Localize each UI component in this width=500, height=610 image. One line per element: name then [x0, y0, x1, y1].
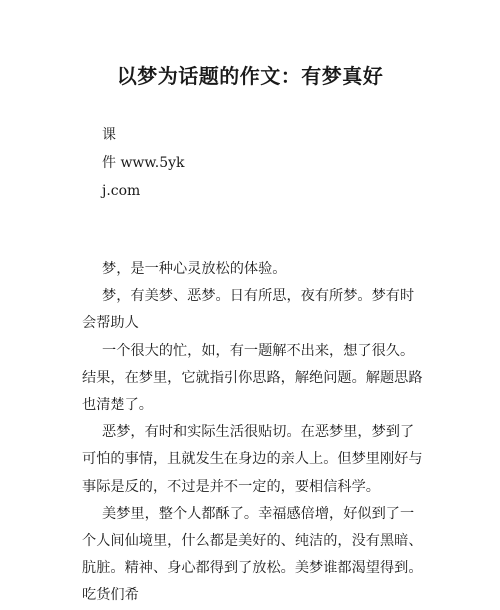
paragraph-3: 一个很大的忙，如，有一题解不出来，想了很久。结果，在梦里，它就指引你思路，解绝问题。解题思路也清楚了。 — [82, 342, 423, 414]
document-title: 以梦为话题的作文：有梦真好 — [116, 64, 384, 88]
source-line-3: j.com — [102, 183, 141, 199]
document-body — [82, 256, 424, 610]
paragraph-2: 梦，有美梦、恶梦。日有所思，夜有所梦。梦有时会帮助人 — [82, 288, 415, 332]
paragraph-5: 美梦里，整个人都酥了。幸福感倍增，好似到了一个人间仙境里，什么都是美好的、纯洁的，没有黑暗、肮脏。精神、身心都得到了放松。美梦谁都渴望得到。吃货们希 — [82, 505, 423, 604]
paragraph-1: 梦，是一种心灵放松的体验。 — [102, 261, 287, 277]
paragraph-4: 恶梦，有时和实际生活很贴切。在恶梦里，梦到了可怕的事情，且就发生在身边的亲人上。但梦里刚好与事际是反的，不过是并不一定的，要相信科学。 — [82, 424, 423, 495]
source-line-2: 件 www.5yk — [102, 155, 185, 171]
source-line-1: 课 — [102, 127, 116, 143]
